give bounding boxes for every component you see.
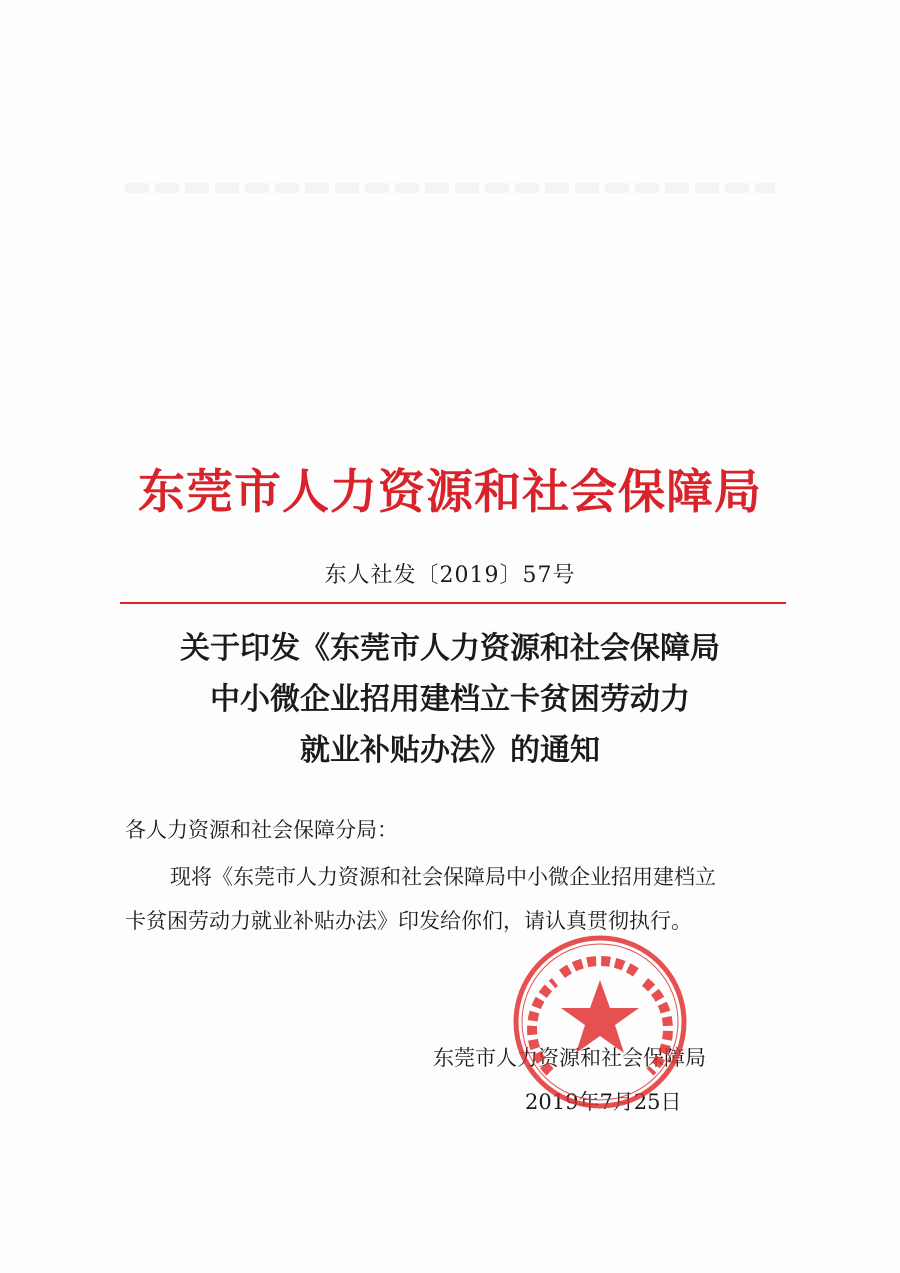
signature-organization: 东莞市人力资源和社会保障局 bbox=[433, 1046, 706, 1070]
document-number: 东人社发〔2019〕57号 bbox=[324, 563, 576, 588]
salutation: 各人力资源和社会保障分局： bbox=[125, 818, 398, 842]
faint-show-through-line bbox=[125, 183, 775, 193]
signature-date: 2019年7月25日 bbox=[525, 1090, 682, 1114]
document-title-line-1: 关于印发《东莞市人力资源和社会保障局 bbox=[180, 631, 720, 666]
document-title-line-3: 就业补贴办法》的通知 bbox=[300, 733, 600, 768]
red-separator-rule bbox=[120, 602, 786, 604]
body-text-line-2: 卡贫困劳动力就业补贴办法》印发给你们，请认真贯彻执行。 bbox=[125, 909, 692, 933]
issuing-authority-header: 东莞市人力资源和社会保障局 bbox=[138, 465, 762, 520]
official-seal-icon bbox=[510, 932, 690, 1112]
body-text-line-1: 现将《东莞市人力资源和社会保障局中小微企业招用建档立 bbox=[170, 865, 716, 889]
document-title-line-2: 中小微企业招用建档立卡贫困劳动力 bbox=[210, 682, 690, 717]
